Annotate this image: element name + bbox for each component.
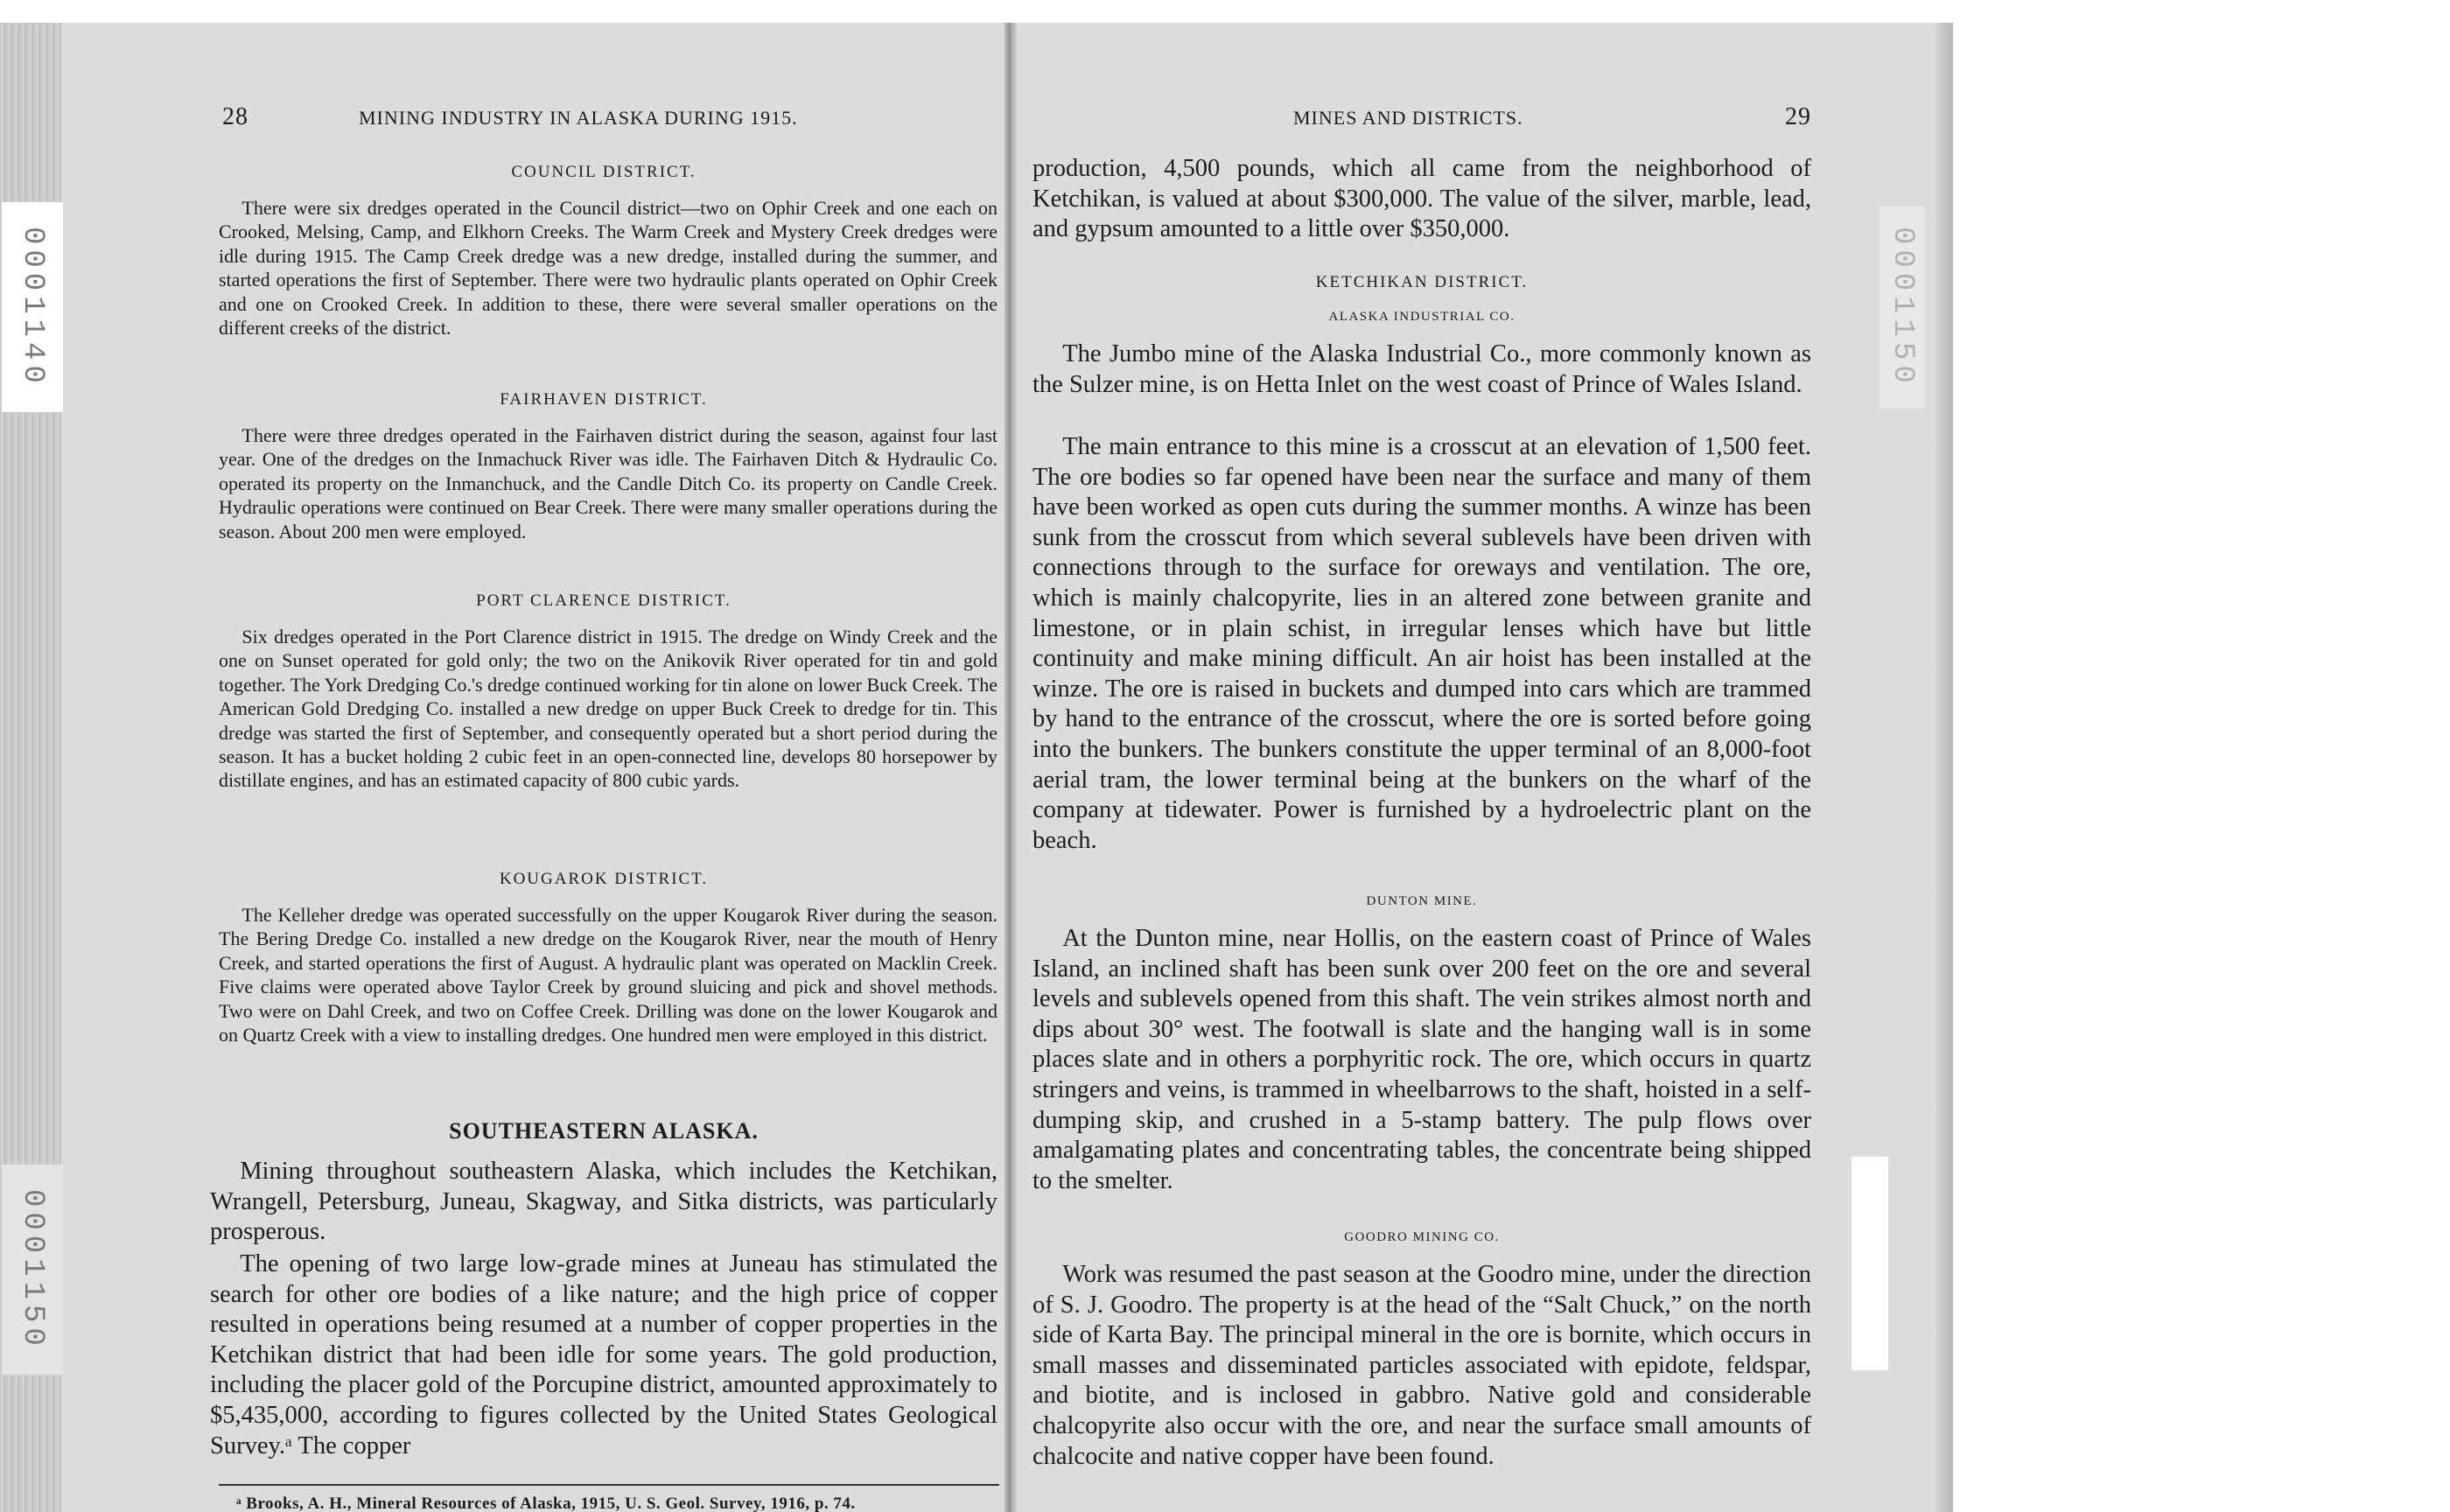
page-number: 29 [1785,103,1811,130]
section-heading-ketchikan: KETCHIKAN DISTRICT. [1315,273,1529,291]
paragraph-kougarok: The Kelleher dredge was operated successfully on the upper Kougarok River during the season. The Bering Dredge Co. installed a new dredge on the Kougarok River, near the mouth of Henry Creek, and started operations the first of August. A hydraulic plant was operated on Macklin Creek. Five claims were operated above Taylor Creek by ground sluicing and pick and shovel methods. Two were on Dahl Creek, and two on Coffee Creek. Drilling was done on the lower Kougarok and on Quartz Creek with a view to installing dredges. One hundred men were employed in this district. [219,904,998,1046]
archive-stamp-bottom-left: 0001150 [2,1165,63,1375]
subheading-alaska-industrial: ALASKA INDUSTRIAL CO. [1328,310,1516,324]
paragraph-jumbo-2: The main entrance to this mine is a crosscut at an elevation of 1,500 feet. The ore bodies so far opened have been near the surface and many of them have been worked as open cuts during the summer months. A winze has been sunk from the crosscut from which several sublevels have been driven with connections through to the surface for oreways and ventilation. The ore, which is mainly chalcopyrite, lies in an altered zone between granite and limestone, or in plain schist, in irregular lenses which have but little continuity and make mining difficult. An air hoist has been installed at the winze. The ore is raised in buckets and dumped into cars which are trammed by hand to the entrance of the crosscut, where the ore is sorted before going into the bunkers. The bunkers constitute the upper terminal of an 8,000-foot aerial tram, the lower terminal being at the bunkers on the wharf of the company at tidewater. Power is furnished by a hydroelectric plant on the beach. [1032,433,1811,854]
running-head-title: MINES AND DISTRICTS. [1293,107,1523,129]
page-edge [1936,23,1953,1512]
archive-stamp-top-left: 0001140 [2,202,63,412]
running-head-left [210,103,998,142]
paragraph-port-clarence: Six dredges operated in the Port Clarence district in 1915. The dredge on Windy Creek and the one on Sunset operated for gold only; the two on the Anikovik River operated for tin and gold together. The York Dredging Co.'s dredge continued working for tin alone on lower Buck Creek. The American Gold Dredging Co. installed a new dredge on upper Buck Creek to dredge for tin. This dredge was started the first of September, and consequently operated but a short period during the season. It has a bucket holding 2 cubic feet in an open-connected line, develops 80 horsepower by distillate engines, and has an estimated capacity of 800 cubic yards. [219,626,998,792]
paragraph-fairhaven: There were three dredges operated in the Fairhaven district during the season, against four last year. One of the dredges on the Inmachuck River was idle. The Fairhaven Ditch & Hydraulic Co. operated its property on the Inmanchuck, and the Candle Ditch Co. its property on Candle Creek. Hydraulic operations were continued on Bear Creek. There were many smaller operations during the season. About 200 men were employed. [219,424,998,542]
footnote: ᵃ Brooks, A. H., Mineral Resources of Alaska, 1915, U. S. Geol. Survey, 1916, p. 74. [236,1494,856,1512]
page-number: 28 [222,103,248,130]
section-heading-council: COUNCIL DISTRICT. [511,163,696,181]
paragraph-council: There were six dredges operated in the Council district—two on Ophir Creek and one each on Crooked, Melsing, Camp, and Elkhorn Creeks. The Warm Creek and Mystery Creek dredges were idle during 1915. The Camp Creek dredge was a new dredge, installed during the summer, and started operations the first of September. There were two hydraulic plants operated on Ophir Creek and one on Crooked Creek. In addition to these, there were several smaller operations on the different creeks of the district. [219,197,998,340]
paragraph-dunton: At the Dunton mine, near Hollis, on the eastern coast of Prince of Wales Island, an inclined shaft has been sunk over 200 feet on the ore and several levels and sublevels opened from this shaft. The vein strikes almost north and dips about 30° west. The footwall is slate and the hanging wall is in some places slate and in others a porphyritic rock. The ore, which occurs in quartz stringers and veins, is trammed in wheelbarrows to the shaft, hoisted in a self-dumping skip, and crushed in a 5-stamp battery. The pulp flows over amalgamating plates and concentrating tables, the concentrate being shipped to the smelter. [1032,925,1811,1194]
section-heading-port-clarence: PORT CLARENCE DISTRICT. [476,592,732,610]
subheading-goodro: GOODRO MINING CO. [1344,1230,1500,1244]
running-head-title: MINING INDUSTRY IN ALASKA DURING 1915. [359,107,798,129]
section-heading-kougarok: KOUGAROK DISTRICT. [499,870,709,888]
paragraph-continuation: production, 4,500 pounds, which all came from the neighborhood of Ketchikan, is valued at about $300,000. The value of the silver, marble, lead, and gypsum amounted to a little over $350,000. [1032,155,1811,243]
section-heading-southeastern: SOUTHEASTERN ALASKA. [449,1118,759,1144]
archive-stamp-top-right: 0001150 [1880,206,1925,408]
paragraph-southeastern-1: Mining throughout southeastern Alaska, which includes the Ketchikan, Wrangell, Petersburg, Juneau, Skagway, and Sitka districts, was particularly prosperous. [210,1158,998,1246]
section-heading-fairhaven: FAIRHAVEN DISTRICT. [500,390,708,409]
footnote-rule [219,1484,999,1486]
paragraph-goodro: Work was resumed the past season at the Goodro mine, under the direction of S. J. Goodro. The property is at the head of the “Salt Chuck,” on the north side of Karta Bay. The principal mineral in the ore is bornite, which occurs in small masses and disseminated particles associated with epidote, feldspar, and biotite, and is inclosed in gabbro. Native gold and considerable chalcopyrite also occur with the ore, and near the surface small amounts of chalcocite and native copper have been found. [1032,1261,1811,1470]
paragraph-southeastern-2: The opening of two large low-grade mines at Juneau has stimulated the search for other ore bodies of a like nature; and the high price of copper resulted in operations being resumed at a number of copper properties in the Ketchikan district that had been idle for some years. The gold production, including the placer gold of the Porcupine district, amounted approximately to $5,435,000, according to figures collected by the United States Geological Survey.ᵃ The copper [210,1250,998,1460]
subheading-dunton: DUNTON MINE. [1366,894,1478,908]
running-head-right [1032,103,1811,142]
book-spine [1004,23,1017,1512]
paragraph-jumbo-1: The Jumbo mine of the Alaska Industrial Co., more commonly known as the Sulzer mine, is on Hetta Inlet on the west coast of Prince of Wales Island. [1032,340,1811,398]
scanned-book-spread [0,23,1953,1512]
archive-stamp-bottom-right [1852,1157,1888,1370]
